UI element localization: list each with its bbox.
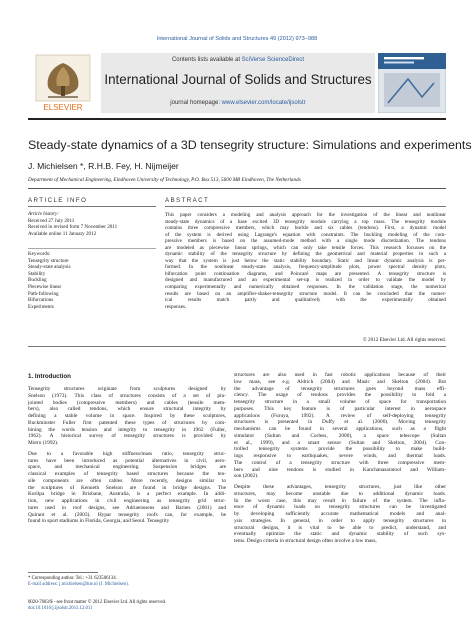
body-text-line: Kurilpa bridge in Brisbane, Australia, is a perfect example. In addi- [28,491,226,498]
body-text-line: tion, new applications in civil engineering as tensegrity grid struc- [28,498,226,504]
abstract-line: responses. [165,303,187,310]
body-text-line: trolled tensegrity systems provide the possibility to make build- [234,446,446,453]
bottom-meta [28,600,278,612]
journal-header-box [101,53,375,113]
elsevier-logo [28,53,98,113]
body-text-line: et al., 1999), and a smart sensor (Sultan and Skelton, 2004). Con- [234,439,446,446]
issn-line: 0020-7683/$ - see front matter © 2012 Elsevier Ltd. All rights reserved. [28,600,167,605]
journal-cover-image [378,53,446,113]
keyword: Stability [28,270,46,277]
footnote-corresponding-author: * Corresponding author. Tel.: +31 623506134. [28,576,117,581]
footnote-email[interactable]: E-mail address: j.michielsen@tue.nl (J. Michielsen). [28,582,129,588]
body-text-line: purposes. This key feature is of particular interest in aerospace [234,405,446,412]
keyword: Path-following [28,290,59,297]
abstract-line: formed. In the nonlinear steady-state analysis, frequency-amplitude plots, power spectral density plots, [165,264,446,271]
body-text-line: ysis strategies. In general, in order to apply tensegrity structures in [234,517,446,524]
body-text-line: Quirant et al. (2003). Hypar tensegrity roofs can, for example, be [28,511,226,518]
body-text-line: ings responsive to earthquakes, severe winds, and thermal loads. [234,453,446,459]
history-online: Available online 11 January 2012 [28,230,97,237]
body-text-line: The control of a tensegrity structure with three compressive mem- [234,459,446,466]
abstract-rule [165,206,446,207]
abstract-line: bifurcation point continuation diagrams, and Poincaré maps are presented. A tensegrity structure is [165,270,446,277]
body-text-line: Despite these advantages, tensegrity structures, just like other [234,484,446,490]
body-text-line: tensegrity structure in a small volume of space for transportation [234,399,446,405]
body-text-line: In the worst case, this may result in failure of the system. The influ- [234,497,446,504]
history-title: Article history: [28,211,59,217]
abstract-line: of the system is derived using Lagrange's equation with constraints. The buckling modeling of the com- [165,231,446,238]
keyword: Tensegrity structure [28,257,69,264]
author-affiliation: Department of Mechanical Engineering, Eindhoven University of Technology, P.O. Box 513, 5600 MB Eindhoven, The Netherlands [28,177,301,183]
abstract-line: way that the system is just below the static stability boundary. Static and linear dynamic analysis is per- [165,257,446,264]
abstract-line: results are based on an amplifier-shaker-tensegrity structure model. It can be concluded that the numer- [165,290,446,297]
abstract-body [165,212,446,310]
body-text-line: defining a stable volume in space. Inspired by these sculptures, [28,413,226,419]
body-text-line: bining the words tension and integrity to tensegrity in 1962 (Fuller, [28,426,226,433]
body-text-line: 1962). A historical survey of tensegrity structures is provided by [28,433,226,440]
keywords-title: Keywords: [28,251,51,257]
journal-masthead [28,53,446,115]
contents-prefix: Contents lists available at [171,57,242,63]
body-text-line: mechanisms can be found in several applications, such as a flight [234,426,446,432]
article-history [28,211,156,237]
abstract-bottom-rule [28,346,446,347]
keyword: Experiments [28,303,54,310]
homepage-prefix: journal homepage: [170,100,222,106]
body-text-line: tures have been introduced as potential alternatives in civil, aero- [28,457,226,464]
body-text-line: the advantage of tensegrity structures goes beyond mass effi- [234,385,446,392]
journal-title: International Journal of Solids and Structures [104,72,372,87]
body-text-line: Motro (1992). [28,440,59,446]
body-text-line: low mass, see e.g. Aldrich (2004) and Masic and Skelton (2004). But [234,378,446,385]
body-text-line: structures are also used in fast robotic applications because of their [234,372,446,378]
abstract-line: steady-state dynamics of a base excited 3D tensegrity module carrying a top mass. The tensegrity module [165,218,446,225]
history-received: Received 27 July 2011 [28,217,75,224]
doi-link[interactable]: doi:10.1016/j.ijsolstr.2011.12.011 [28,606,93,612]
body-text-line: eventually optimize the static and dynamic stability of such sys- [234,531,446,538]
body-text-line: Tensegrity structures originate from sculptures designed by [28,386,226,392]
abstract-line: dynamic stability of the tensegrity structure by defining the geometrical and material properties in such a [165,251,446,258]
body-text-line: son (2002). [234,473,259,480]
abstract-line: contains three compressive members, which may buckle and six cables (tendons). First, a dynamic model [165,225,446,232]
body-text-line: bers), also called tendons, which ensure structural integrity by [28,406,226,413]
footnote-rule [28,572,98,573]
sciencedirect-link[interactable]: SciVerse ScienceDirect [241,57,305,63]
body-text-line: jointed bodies (compressive members) and cables (tensile mem- [28,399,226,406]
body-text-line: Buckminster Fuller first patented these types of structures by com- [28,419,226,426]
keywords-rule [28,248,156,249]
affiliation-rule [28,188,446,189]
abstract-line: pressive members is based on the assumed-mode method with a single mode discretization. The tendons [165,238,446,245]
keyword: Bifurcations [28,297,54,304]
body-text-line: space, and mechanical engineering. Suspension bridges are [28,464,226,471]
body-text-line: tems. Design criteria in structural design often involve a low mass, [234,538,377,544]
body-text-line: sile components are often cables. More recently, designs similar to [28,477,226,484]
homepage-link[interactable]: www.elsevier.com/locate/ijsolstr [221,100,306,106]
article-info-heading: ARTICLE INFO [28,197,88,204]
footnotes [28,576,226,588]
abstract-copyright: © 2012 Elsevier Ltd. All rights reserved. [362,337,446,343]
abstract-line: ical results match partly and qualitatively with the experimentally obtained [165,297,446,304]
article-authors: J. Michielsen *, R.H.B. Fey, H. Nijmeijer [28,161,179,171]
body-text-line: by developing sufficiently accurate mathematical models and anal- [234,511,446,517]
journal-reference[interactable]: International Journal of Solids and Structures 49 (2012) 973–988 [156,36,318,42]
contents-line [101,57,375,63]
keywords-list [28,251,156,310]
header-rule [28,118,446,120]
body-text-line: structural designs, it is vital to be able to predict, understand, and [234,524,446,531]
abstract-line: comparing experimentally and numerically obtained responses. In the validation stage, the numerical [165,284,446,291]
elsevier-wordmark: ELSEVIER [43,103,83,112]
keyword: Buckling [28,277,47,284]
body-text-line: ence of dynamic loads on tensegrity structures can be investigated [234,504,446,511]
section-heading-introduction: 1. Introduction [28,373,71,380]
body-text-line: simulator (Sultan and Corless, 2000), a space telescope (Sultan [234,432,446,439]
keyword: Steady-state analysis [28,264,71,271]
abstract-line: This paper considers a modeling and analysis approach for the investigation of the linear and nonlinear [165,212,446,218]
abstract-line: designed and manufactured and an experimental set-up is realized in order to validate the model by [165,277,446,284]
article-info-rule [28,206,156,207]
body-column-right [234,372,446,545]
abstract-heading: ABSTRACT [165,197,210,204]
body-text-line: Snelson (1973). This class of structures consists of a set of pin- [28,392,226,399]
abstract-line: are modeled as piecewise linear springs, which can only take tensile forces. This research focusses on the [165,244,446,251]
keyword: Piecewise linear [28,283,62,290]
body-text-line: Due to a favorable high stiffness/mass ratio, tensegrity struc- [28,450,226,457]
body-text-line: applications (Furuya, 1992). A review of self-deploying tensegrity [234,412,446,419]
history-revised: Received in revised form 7 November 2011 [28,224,118,231]
body-text-line: tures used in roof designs, see Adriaenssens and Barnes (2001) and [28,504,226,511]
body-text-line: bers and nine tendons is studied in Kanchanasaratool and William- [234,466,446,473]
article-title: Steady-state dynamics of a 3D tensegrity structure: Simulations and experiments [28,138,472,152]
body-text-line: found in sport stadiums in Florida, Georgia, and Seoul. Tensegrity [28,518,170,525]
body-text-line: structures is presented in Duffy et al. (2000). Moving tensegrity [234,419,446,426]
body-text-line: structures, may become unstable due to additional dynamic loads. [234,490,446,497]
body-text-line: the sculptures of Kenneth Snelson are found in bridge designs. The [28,484,226,491]
body-column-left [28,386,226,525]
homepage-line [101,100,375,106]
body-text-line: ciency. The usage of tendons provides the possibility to fold a [234,392,446,399]
body-text-line: classical examples of tensegrity based structures because the ten- [28,471,226,477]
